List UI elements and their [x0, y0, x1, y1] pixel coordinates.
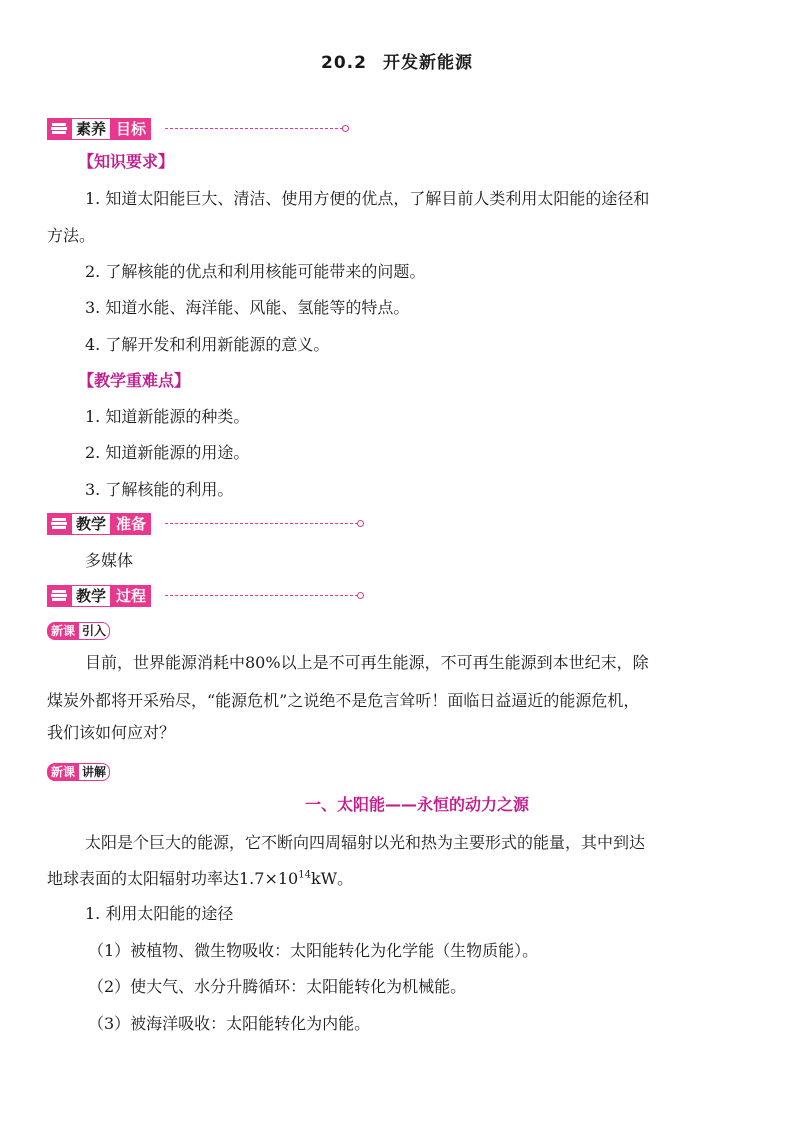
section-label-b: 准备: [111, 513, 151, 535]
books-icon: [47, 118, 71, 140]
section-label-b: 目标: [111, 118, 151, 140]
tag-label-a: 新课: [47, 763, 79, 781]
tag-label-b: 讲解: [79, 763, 110, 781]
solar-text: 地球表面的太阳辐射功率达1.7×10: [47, 869, 299, 888]
section-header-prep: [47, 513, 362, 535]
dotted-divider: [165, 523, 358, 524]
section-header-goals: [47, 118, 347, 140]
subsection-title: 一、太阳能——永恒的动力之源: [304, 795, 529, 814]
intro-paragraph-line: 煤炭外都将开采殆尽，“能源危机”之说绝不是危言耸听！面临日益逼近的能源危机，: [47, 691, 640, 710]
ways-item: （3）被海洋吸收：太阳能转化为内能。: [88, 1014, 371, 1033]
books-icon: [47, 585, 71, 607]
section-label-b: 过程: [111, 585, 151, 607]
ways-item: （1）被植物、微生物吸收：太阳能转化为化学能（生物质能）。: [88, 941, 539, 960]
section-label-a: 素养: [71, 118, 111, 140]
exponent: 14: [298, 869, 311, 881]
solar-paragraph-line: 太阳是个巨大的能源，它不断向四周辐射以光和热为主要形式的能量，其中到达: [85, 833, 646, 852]
difficulty-item: 2. 知道新能源的用途。: [85, 443, 250, 462]
knowledge-item: 3. 知道水能、海洋能、风能、氢能等的特点。: [85, 298, 410, 317]
section-header-process: [47, 585, 362, 607]
page-title: [0, 48, 794, 73]
ways-heading: 1. 利用太阳能的途径: [85, 904, 234, 923]
unit-text: kW。: [310, 869, 354, 888]
knowledge-item: 方法。: [47, 226, 96, 245]
dotted-divider: [165, 595, 358, 596]
intro-paragraph-line: 目前，世界能源消耗中80%以上是不可再生能源，不可再生能源到本世纪末，除: [85, 653, 649, 672]
lecture-tag: [47, 763, 110, 781]
intro-tag: [47, 622, 110, 640]
section-title: 开发新能源: [382, 53, 473, 73]
knowledge-item: 4. 了解开发和利用新能源的意义。: [85, 335, 330, 354]
tag-label-b: 引入: [79, 622, 110, 640]
section-label-a: 教学: [71, 513, 111, 535]
prep-text: 多媒体: [85, 551, 134, 570]
section-label-a: 教学: [71, 585, 111, 607]
ways-item: （2）使大气、水分升腾循环：太阳能转化为机械能。: [88, 977, 467, 996]
tag-label-a: 新课: [47, 622, 79, 640]
knowledge-item: 1. 知道太阳能巨大、清洁、使用方便的优点，了解目前人类利用太阳能的途径和: [85, 189, 650, 208]
difficulty-item: 3. 了解核能的利用。: [85, 480, 234, 499]
difficulty-heading: 【教学重难点】: [78, 371, 191, 390]
books-icon: [47, 513, 71, 535]
knowledge-item: 2. 了解核能的优点和利用核能可能带来的问题。: [85, 262, 426, 281]
difficulty-item: 1. 知道新能源的种类。: [85, 407, 250, 426]
knowledge-heading: 【知识要求】: [78, 152, 175, 171]
solar-paragraph-line: [47, 862, 747, 896]
dotted-divider: [165, 128, 343, 129]
section-number: 20.2: [321, 53, 367, 73]
intro-paragraph-line: 我们该如何应对？: [47, 723, 176, 742]
